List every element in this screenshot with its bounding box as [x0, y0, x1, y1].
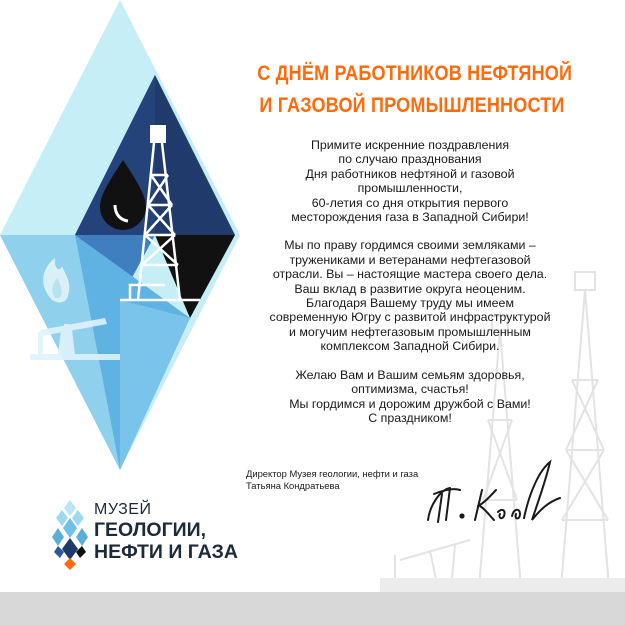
museum-logo — [50, 500, 260, 570]
logo-line-2: ГЕОЛОГИИ, — [94, 519, 207, 541]
body-line: месторождения газа в Западной Сибири! — [291, 210, 529, 225]
body-line: Благодаря Вашему труду мы имеем — [306, 296, 514, 311]
logo-line-3: НЕФТИ И ГАЗА — [94, 541, 238, 563]
body-line: тружениками и ветеранами нефтегазовой — [289, 252, 531, 267]
signatory-position: Директор Музея геологии, нефти и газа — [246, 468, 419, 479]
body-line: Примите искренние поздравления — [310, 138, 510, 152]
logo-text — [94, 500, 238, 563]
signatory-block — [246, 468, 418, 492]
body-line: по случаю празднования — [338, 152, 482, 167]
paragraph-2 — [240, 238, 580, 353]
body-line: современную Югру с развитой инфраструктурой — [269, 310, 551, 325]
body-line: С праздником! — [368, 410, 452, 425]
paragraph-1 — [240, 138, 580, 224]
body-line: Дня работников нефтяной и газовой — [305, 166, 515, 181]
logo-mark-icon — [50, 500, 90, 570]
greeting-body — [240, 138, 580, 439]
bottom-band — [0, 592, 625, 625]
body-line: Мы по праву гордимся своими земляками – — [284, 238, 536, 253]
body-line: и могучим нефтегазовым промышленным — [289, 324, 531, 339]
crystal-illustration — [0, 0, 250, 480]
body-line: оптимизма, счастья! — [351, 382, 469, 397]
paragraph-3 — [240, 368, 580, 426]
body-line: отрасли. Вы – настоящие мастера своего дела. — [272, 267, 548, 282]
title-line-1: С ДНЁМ РАБОТНИКОВ НЕФТЯНОЙ — [257, 62, 573, 85]
body-line: Мы гордимся и дорожим дружбой с Вами! — [289, 396, 531, 411]
signatory-name: Татьяна Кондратьева — [246, 480, 340, 491]
title-line-2: И ГАЗОВОЙ ПРОМЫШЛЕННОСТИ — [259, 94, 565, 117]
logo-line-1: МУЗЕЙ — [94, 501, 152, 518]
body-line: комплексом Западной Сибири. — [320, 339, 500, 354]
body-line: Ваш вклад в развитие округа неоценим. — [294, 281, 526, 296]
body-line: промышленности, — [357, 181, 463, 196]
body-line: Желаю Вам и Вашим семьям здоровья, — [295, 367, 525, 382]
card-title — [257, 58, 573, 122]
body-line: 60-летия со дня открытия первого — [311, 195, 509, 210]
signature — [420, 450, 570, 540]
